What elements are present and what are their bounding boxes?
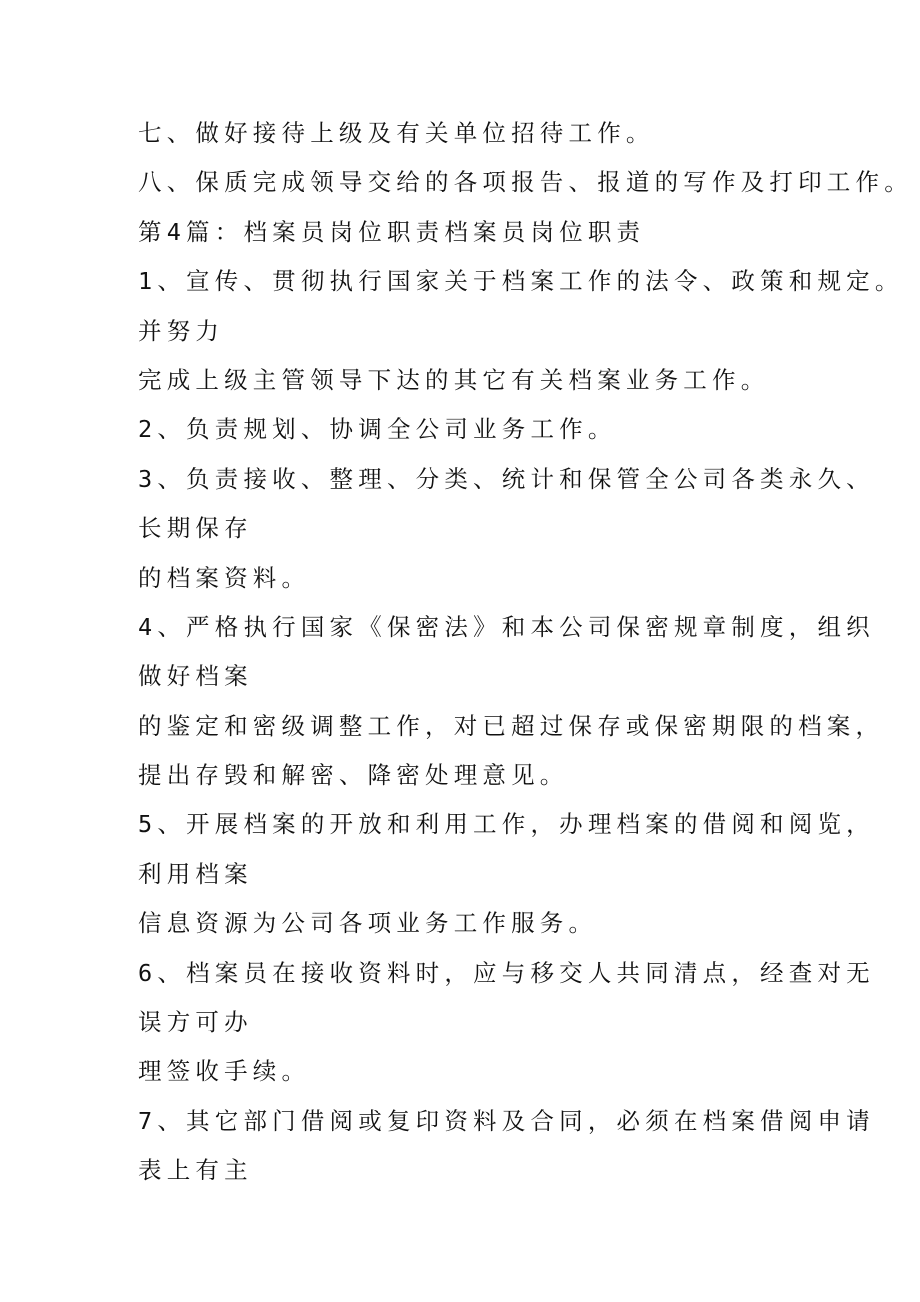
document-body <box>138 109 913 1196</box>
section-heading: 第4篇：档案员岗位职责档案员岗位职责 <box>138 217 646 246</box>
text-line: 3、负责接收、整理、分类、统计和保管全公司各类永久、 <box>138 464 875 493</box>
text-line: 1、宣传、贯彻执行国家关于档案工作的法令、政策和规定。 <box>138 267 904 296</box>
text-line: 表上有主 <box>138 1156 253 1185</box>
text-line: 5、开展档案的开放和利用工作，办理档案的借阅和阅览， <box>138 810 875 839</box>
text-line: 完成上级主管领导下达的其它有关档案业务工作。 <box>138 365 770 394</box>
text-line: 并努力 <box>138 316 225 345</box>
text-line: 4、严格执行国家《保密法》和本公司保密规章制度，组织 <box>138 612 875 641</box>
text-line: 做好档案 <box>138 662 253 691</box>
text-line: 八、保质完成领导交给的各项报告、报道的写作及打印工作。 <box>138 168 913 197</box>
text-line: 七、做好接待上级及有关单位招待工作。 <box>138 119 655 147</box>
text-line: 长期保存 <box>138 514 253 543</box>
text-line: 7、其它部门借阅或复印资料及合同，必须在档案借阅申请 <box>138 1106 875 1135</box>
text-line: 的鉴定和密级调整工作，对已超过保存或保密期限的档案， <box>138 711 885 740</box>
text-line: 理签收手续。 <box>138 1057 311 1086</box>
text-line: 提出存毁和解密、降密处理意见。 <box>138 761 569 790</box>
text-line: 的档案资料。 <box>138 563 311 592</box>
text-line: 信息资源为公司各项业务工作服务。 <box>138 909 598 938</box>
text-line: 利用档案 <box>138 859 253 888</box>
text-line: 误方可办 <box>138 1008 253 1037</box>
text-line: 2、负责规划、协调全公司业务工作。 <box>138 415 617 444</box>
text-line: 6、档案员在接收资料时，应与移交人共同清点，经查对无 <box>138 958 875 987</box>
